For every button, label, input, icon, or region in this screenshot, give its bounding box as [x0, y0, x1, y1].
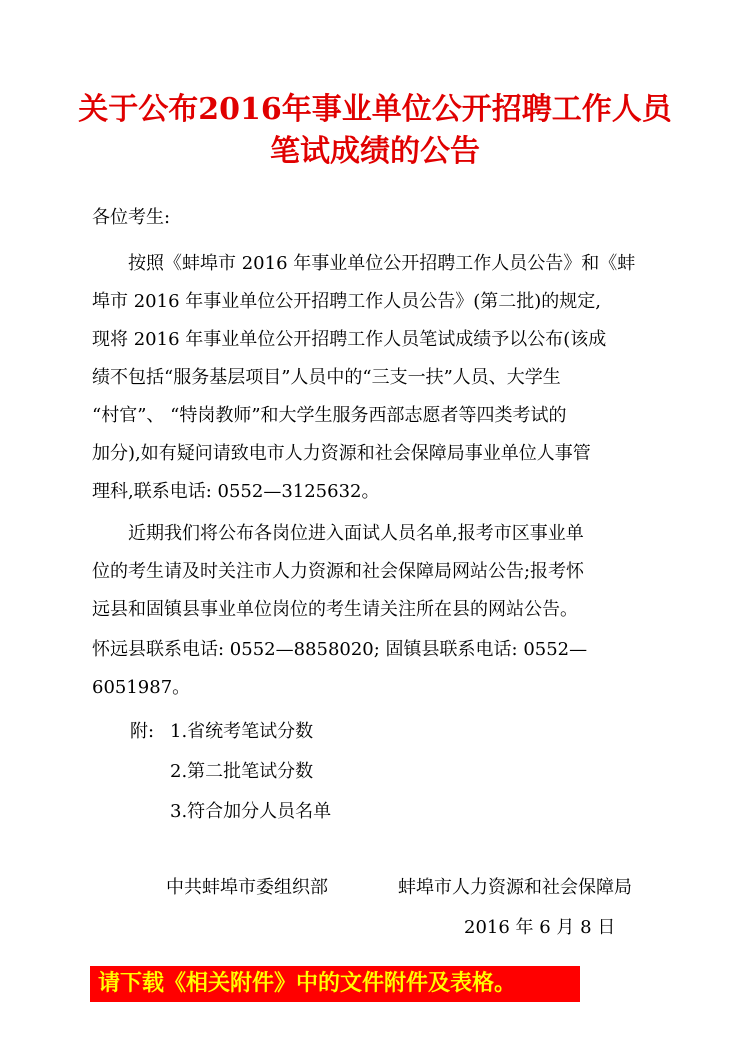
contact-phones-line: 怀远县联系电话: 0552—8858020; 固镇县联系电话: 0552—: [92, 639, 588, 660]
paragraph-1-line: 现将 2016 年事业单位公开招聘工作人员笔试成绩予以公布(该成: [92, 329, 607, 350]
page-title-line-2: 笔试成绩的公告: [270, 134, 480, 169]
page-title-line-1: 关于公布2016年事业单位公开招聘工作人员: [78, 92, 672, 127]
paragraph-1-line: “村官”、 “特岗教师”和大学生服务西部志愿者等四类考试的: [92, 405, 567, 426]
attachment-item: 2.第二批笔试分数: [170, 761, 314, 782]
attachment-item: 1.省统考笔试分数: [170, 721, 314, 742]
download-attachments-banner[interactable]: 请下载《相关附件》中的文件附件及表格。: [90, 966, 580, 1002]
attachments-label: 附:: [130, 721, 155, 742]
contact-phones-line: 6051987。: [92, 677, 191, 698]
paragraph-1-line: 埠市 2016 年事业单位公开招聘工作人员公告》(第二批)的规定,: [92, 291, 602, 312]
paragraph-1-line: 按照《蚌埠市 2016 年事业单位公开招聘工作人员公告》和《蚌: [128, 253, 636, 274]
paragraph-2-line: 位的考生请及时关注市人力资源和社会保障局网站公告;报考怀: [92, 561, 585, 582]
paragraph-1-line: 理科,联系电话: 0552—3125632。: [92, 481, 380, 502]
paragraph-1-line: 加分),如有疑问请致电市人力资源和社会保障局事业单位人事管: [92, 443, 591, 464]
paragraph-2-line: 远县和固镇县事业单位岗位的考生请关注所在县的网站公告。: [92, 599, 578, 620]
signature-org-1: 中共蚌埠市委组织部: [166, 877, 328, 898]
signature-date: 2016 年 6 月 8 日: [464, 917, 616, 938]
paragraph-1-line: 绩不包括“服务基层项目”人员中的“三支一扶”人员、大学生: [92, 367, 561, 388]
paragraph-2-line: 近期我们将公布各岗位进入面试人员名单,报考市区事业单: [128, 523, 584, 544]
attachment-item: 3.符合加分人员名单: [170, 801, 332, 822]
greeting: 各位考生:: [92, 207, 171, 228]
signature-org-2: 蚌埠市人力资源和社会保障局: [398, 877, 632, 898]
